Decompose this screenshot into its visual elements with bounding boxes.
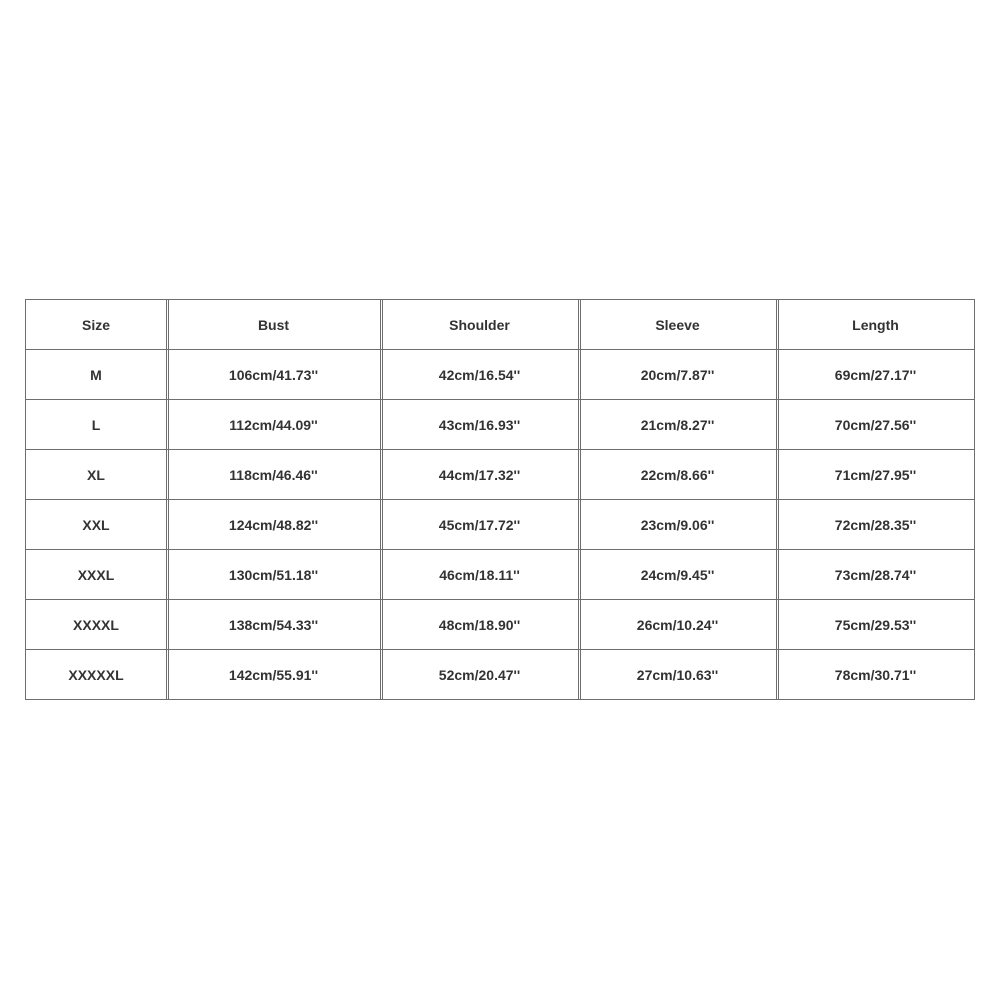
cell-shoulder: 45cm/17.72'' bbox=[381, 500, 579, 550]
cell-bust: 112cm/44.09'' bbox=[167, 400, 381, 450]
cell-bust: 142cm/55.91'' bbox=[167, 650, 381, 700]
cell-bust: 106cm/41.73'' bbox=[167, 350, 381, 400]
cell-sleeve: 27cm/10.63'' bbox=[579, 650, 777, 700]
cell-length: 71cm/27.95'' bbox=[777, 450, 975, 500]
cell-shoulder: 46cm/18.11'' bbox=[381, 550, 579, 600]
cell-shoulder: 43cm/16.93'' bbox=[381, 400, 579, 450]
cell-sleeve: 24cm/9.45'' bbox=[579, 550, 777, 600]
table-row bbox=[26, 400, 975, 450]
cell-bust: 138cm/54.33'' bbox=[167, 600, 381, 650]
cell-shoulder: 48cm/18.90'' bbox=[381, 600, 579, 650]
cell-bust: 124cm/48.82'' bbox=[167, 500, 381, 550]
cell-size: XXXXXL bbox=[26, 650, 167, 700]
cell-size: XXXL bbox=[26, 550, 167, 600]
table-header-row bbox=[26, 300, 975, 350]
header-size: Size bbox=[26, 300, 167, 350]
table-row bbox=[26, 550, 975, 600]
cell-size: L bbox=[26, 400, 167, 450]
table-row bbox=[26, 350, 975, 400]
table-row bbox=[26, 450, 975, 500]
header-sleeve: Sleeve bbox=[579, 300, 777, 350]
cell-bust: 130cm/51.18'' bbox=[167, 550, 381, 600]
cell-shoulder: 52cm/20.47'' bbox=[381, 650, 579, 700]
cell-shoulder: 44cm/17.32'' bbox=[381, 450, 579, 500]
header-shoulder: Shoulder bbox=[381, 300, 579, 350]
cell-bust: 118cm/46.46'' bbox=[167, 450, 381, 500]
header-length: Length bbox=[777, 300, 975, 350]
cell-size: XL bbox=[26, 450, 167, 500]
cell-sleeve: 26cm/10.24'' bbox=[579, 600, 777, 650]
cell-length: 69cm/27.17'' bbox=[777, 350, 975, 400]
cell-size: M bbox=[26, 350, 167, 400]
cell-size: XXXXL bbox=[26, 600, 167, 650]
cell-sleeve: 22cm/8.66'' bbox=[579, 450, 777, 500]
size-chart-table bbox=[25, 299, 975, 700]
table-row bbox=[26, 650, 975, 700]
cell-length: 73cm/28.74'' bbox=[777, 550, 975, 600]
cell-length: 72cm/28.35'' bbox=[777, 500, 975, 550]
cell-length: 70cm/27.56'' bbox=[777, 400, 975, 450]
cell-shoulder: 42cm/16.54'' bbox=[381, 350, 579, 400]
cell-sleeve: 20cm/7.87'' bbox=[579, 350, 777, 400]
cell-size: XXL bbox=[26, 500, 167, 550]
header-bust: Bust bbox=[167, 300, 381, 350]
cell-length: 75cm/29.53'' bbox=[777, 600, 975, 650]
cell-sleeve: 23cm/9.06'' bbox=[579, 500, 777, 550]
cell-length: 78cm/30.71'' bbox=[777, 650, 975, 700]
table-row bbox=[26, 500, 975, 550]
table-row bbox=[26, 600, 975, 650]
cell-sleeve: 21cm/8.27'' bbox=[579, 400, 777, 450]
